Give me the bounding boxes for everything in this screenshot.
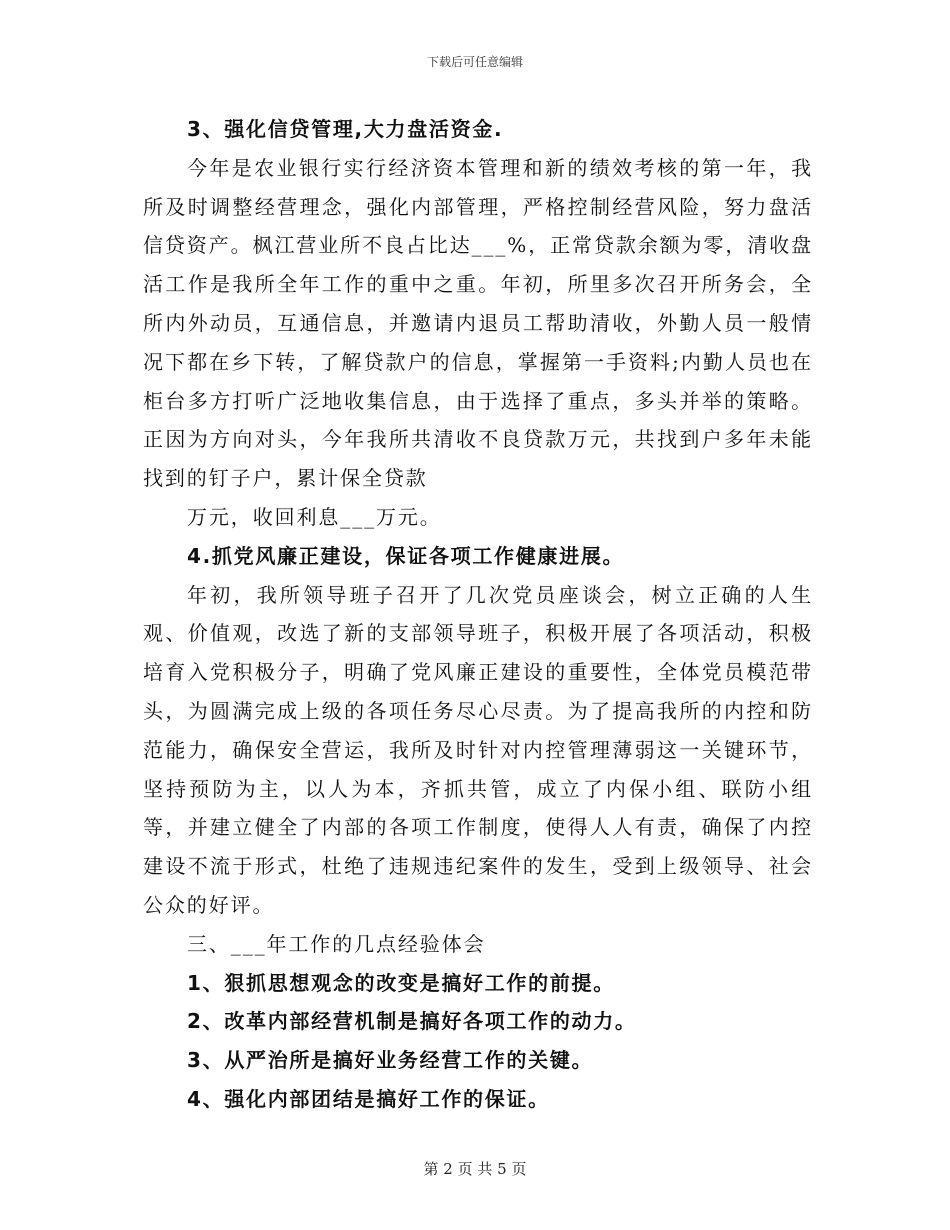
experience-item-1: 1、狠抓思想观念的改变是搞好工作的前提。 [187,970,615,995]
paragraph-interest-recovery: 万元，收回利息___万元。 [187,504,442,529]
paragraph-credit-management: 今年是农业银行实行经济资本管理和新的绩效考核的第一年，我所及时调整经营理念，强化内部管理，严格控制经营风险，努力盘活信贷资产。枫江营业所不良占比达___%，正常贷款余额为零，清收盘活工作是我所全年工作的重中之重。年初，所里多次召开所务会，全所内外动员，互通信息，并邀请内退员工帮助清收，外勤人员一般情况下都在乡下转，了解贷款户的信息，掌握第一手资料;内勤人员也在柜台多方打听广泛地收集信息，由于选择了重点，多头并举的策略。正因为方向对头，今年我所共清收不良贷款万元，共找到户多年未能找到的钉子户，累计保全贷款 [143,155,813,491]
section-heading-credit-management: 3、强化信贷管理,大力盘活资金. [187,117,504,141]
paragraph-party-building: 年初，我所领导班子召开了几次党员座谈会，树立正确的人生观、价值观，改选了新的支部领导班子，积极开展了各项活动，积极培育入党积极分子，明确了党风廉正建设的重要性，全体党员模范带头，为圆满完成上级的各项任务尽心尽责。为了提高我所的内控和防范能力，确保安全营运，我所及时针对内控管理薄弱这一关键环节，坚持预防为主，以人为本，齐抓共管，成立了内保小组、联防小组等，并建立健全了内部的各项工作制度，使得人人有责，确保了内控建设不流于形式，杜绝了违规违纪案件的发生，受到上级领导、社会公众的好评。 [143,582,813,917]
document-body [143,110,813,1119]
experience-item-3: 3、从严治所是搞好业务经营工作的关键。 [187,1048,594,1073]
experience-item-2: 2、改革内部经营机制是搞好各项工作的动力。 [187,1009,637,1034]
experience-item-4: 4、强化内部团结是搞好工作的保证。 [187,1086,550,1111]
section-heading-party-building: 4.抓党风廉正建设，保证各项工作健康进展。 [187,543,625,568]
section-heading-experience: 三、___年工作的几点经验体会 [187,931,486,956]
page-header: 下载后可任意编辑 [426,55,523,69]
page-number-footer: 第 2 页 共 5 页 [423,1160,527,1178]
